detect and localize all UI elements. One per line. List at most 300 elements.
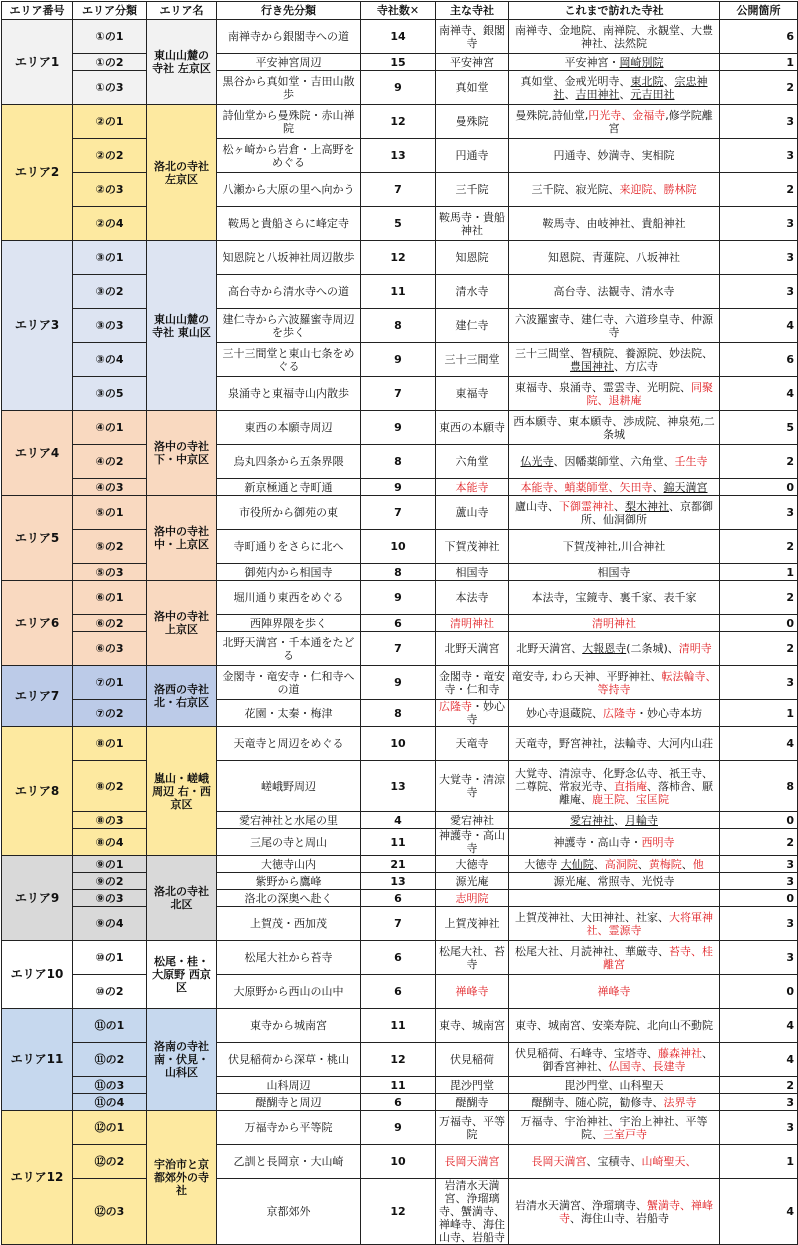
sub-area-cell: ⑤の3 [73, 564, 147, 581]
text-run: 苔寺、桂離宮 [603, 944, 713, 971]
main-temples-cell [436, 1179, 509, 1245]
text-run: 愛宕神社 [570, 813, 614, 827]
text-run: 錦天満宮 [663, 480, 708, 494]
sub-area-cell: ⑪の2 [73, 1043, 147, 1077]
text-run: 万福寺、宇治神社、宇治上神社、平等院、 [520, 1114, 708, 1141]
visited-temples-cell [509, 1077, 720, 1094]
main-temples-cell [436, 20, 509, 54]
main-temples-cell [436, 581, 509, 615]
text-run: 、京都御所、仙洞御所 [581, 499, 713, 526]
text-run: 廬山寺、 [515, 499, 559, 513]
destination-cell: 寺町通りをさらに北へ [217, 530, 361, 564]
destination-cell: 紫野から鷹峰 [217, 873, 361, 890]
sub-area-cell: ⑨の2 [73, 873, 147, 890]
public-count-cell: 4 [720, 1009, 798, 1043]
count-cell: 4 [361, 812, 436, 829]
public-count-cell: 3 [720, 496, 798, 530]
text-run: 藤森神社 [658, 1046, 702, 1060]
table-row [2, 1111, 798, 1145]
text-run: 毘沙門堂 [450, 1078, 494, 1092]
text-run: 同聚院、退耕庵 [586, 380, 713, 407]
sub-area-cell: ④の2 [73, 445, 147, 479]
text-run: 東西の本願寺 [439, 421, 505, 434]
text-run: 知恩院 [455, 251, 489, 264]
main-temples-cell [436, 1077, 509, 1094]
text-run: 大徳寺 [524, 857, 561, 871]
text-run: 山崎聖天、 [641, 1155, 697, 1168]
sub-area-cell: ⑤の1 [73, 496, 147, 530]
count-cell: 8 [361, 445, 436, 479]
public-count-cell: 8 [720, 761, 798, 812]
table-row [2, 275, 798, 309]
area-category-cell: 東山山麓の寺社 左京区 [147, 20, 217, 105]
count-cell: 5 [361, 207, 436, 241]
public-count-cell: 3 [720, 1094, 798, 1111]
visited-temples-cell [509, 812, 720, 829]
public-count-cell: 4 [720, 727, 798, 761]
text-run: 南禅寺、金地院、南禅院、永観堂、大豊神社、法然院 [515, 23, 713, 50]
visited-temples-cell [509, 1094, 720, 1111]
text-run: 大覚寺・清涼寺 [439, 773, 505, 799]
destination-cell: 乙訓と長岡京・大山崎 [217, 1145, 361, 1179]
visited-temples-cell [509, 20, 720, 54]
text-run: 法界寺 [663, 1095, 697, 1109]
area-label-cell: エリア12 [2, 1111, 73, 1245]
public-count-cell: 3 [720, 666, 798, 700]
public-count-cell: 2 [720, 445, 798, 479]
area-label-cell: エリア4 [2, 411, 73, 496]
table-row [2, 241, 798, 275]
count-cell: 11 [361, 1009, 436, 1043]
table-row [2, 632, 798, 666]
count-cell: 15 [361, 54, 436, 71]
visited-temples-cell [509, 309, 720, 343]
text-run: 醍醐寺、随心院，勧修寺、 [531, 1095, 664, 1109]
public-count-cell: 3 [720, 856, 798, 873]
count-cell: 9 [361, 411, 436, 445]
area-label-cell: エリア1 [2, 20, 73, 105]
main-temples-cell [436, 666, 509, 700]
text-run: 真如堂、金戒光明寺、 [520, 74, 631, 88]
text-run: 本能寺、蛸薬師堂、矢田寺 [520, 480, 653, 494]
visited-temples-cell [509, 615, 720, 632]
table-row [2, 139, 798, 173]
text-run: 南禅寺、銀閣寺 [439, 23, 505, 50]
main-temples-cell [436, 975, 509, 1009]
count-cell: 7 [361, 173, 436, 207]
main-temples-cell [436, 812, 509, 829]
destination-cell: 堀川通り東西をめぐる [217, 581, 361, 615]
text-run: 平安神宮・ [564, 55, 620, 69]
sub-area-cell: ⑧の1 [73, 727, 147, 761]
public-count-cell: 0 [720, 615, 798, 632]
text-run: 東福寺 [455, 387, 489, 400]
sub-area-cell: ③の1 [73, 241, 147, 275]
area-label-cell: エリア11 [2, 1009, 73, 1111]
count-cell: 6 [361, 890, 436, 907]
area-label-cell: エリア5 [2, 496, 73, 581]
text-run: 、 [564, 87, 576, 101]
text-run: 元吉田社 [630, 87, 675, 101]
table-row [2, 173, 798, 207]
destination-cell: 洛北の深奥へ赴く [217, 890, 361, 907]
sub-area-cell: ⑪の1 [73, 1009, 147, 1043]
area-category-cell: 洛北の寺社 左京区 [147, 105, 217, 241]
visited-temples-cell [509, 496, 720, 530]
sub-area-cell: ⑪の3 [73, 1077, 147, 1094]
text-run: 岩清水天満宮、浄瑠璃寺、蟹満寺、禅峰寺、海住山寺、岩船寺 [439, 1179, 505, 1244]
destination-cell: 上賀茂・西加茂 [217, 907, 361, 941]
text-run: 宗忠神社 [553, 74, 708, 101]
count-cell: 8 [361, 309, 436, 343]
table-row [2, 411, 798, 445]
destination-cell: 新京極通と寺町通 [217, 479, 361, 496]
area-category-cell: 洛中の寺社 中・上京区 [147, 496, 217, 581]
table-row [2, 666, 798, 700]
main-temples-cell [436, 207, 509, 241]
table-row [2, 1094, 798, 1111]
text-run: 毘沙門堂、山科聖天 [564, 1078, 664, 1092]
main-temples-cell [436, 856, 509, 873]
text-run: 伏見稲荷、石峰寺、宝塔寺、 [515, 1046, 658, 1060]
table-row [2, 1043, 798, 1077]
text-run: 、 [619, 87, 631, 101]
table-row [2, 829, 798, 856]
count-cell: 7 [361, 377, 436, 411]
text-run: 東北院 [630, 74, 664, 88]
text-run: 真如堂 [455, 81, 489, 94]
text-run: 上賀茂神社 [444, 917, 500, 930]
text-run: 東寺、城南宮、安楽寿院、北向山不動院 [515, 1019, 713, 1032]
sub-area-cell: ①の2 [73, 54, 147, 71]
count-cell: 11 [361, 1077, 436, 1094]
destination-cell: 南禅寺から銀閣寺への道 [217, 20, 361, 54]
text-run: 大徳寺 [455, 857, 489, 871]
visited-temples-cell [509, 530, 720, 564]
text-run: 清水寺 [455, 285, 489, 298]
table-row [2, 615, 798, 632]
text-run: 相国寺 [455, 565, 489, 579]
public-count-cell: 2 [720, 173, 798, 207]
public-count-cell: 4 [720, 309, 798, 343]
table-row [2, 1077, 798, 1094]
destination-cell: 醍醐寺と周辺 [217, 1094, 361, 1111]
public-count-cell: 2 [720, 1077, 798, 1094]
table-row [2, 975, 798, 1009]
text-run: 壬生寺 [674, 455, 708, 468]
table-row [2, 700, 798, 727]
destination-cell: 嵯峨野周辺 [217, 761, 361, 812]
sub-area-cell: ⑦の1 [73, 666, 147, 700]
public-count-cell: 1 [720, 1145, 798, 1179]
count-cell: 9 [361, 581, 436, 615]
area-label-cell: エリア10 [2, 941, 73, 1009]
text-run: 清明神社 [450, 616, 494, 630]
count-cell: 13 [361, 761, 436, 812]
destination-cell: 京都郊外 [217, 1179, 361, 1245]
count-cell: 12 [361, 1179, 436, 1245]
table-row [2, 1145, 798, 1179]
area-label-cell: エリア9 [2, 856, 73, 941]
area-label-cell: エリア2 [2, 105, 73, 241]
text-run: 広隆寺 [439, 700, 472, 713]
text-run: ,修学院離宮 [608, 108, 713, 135]
visited-temples-cell [509, 873, 720, 890]
text-run: 大報恩寺 [582, 642, 627, 655]
text-run: 六角堂 [455, 455, 489, 468]
destination-cell: 市役所から御苑の東 [217, 496, 361, 530]
text-run: 大覚寺、清涼寺、化野念仏寺、祇王寺、二尊院、常寂光寺、 [515, 766, 713, 793]
count-cell: 7 [361, 496, 436, 530]
public-count-cell: 3 [720, 275, 798, 309]
public-count-cell: 4 [720, 1043, 798, 1077]
destination-cell: 八瀬から大原の里へ向かう [217, 173, 361, 207]
text-run: 鞍馬寺、由岐神社、貴船神社 [542, 217, 686, 230]
text-run: 岡崎別院 [619, 55, 664, 69]
table-row [2, 856, 798, 873]
text-run: ・妙心寺本坊 [636, 706, 702, 720]
text-run: 三室戸寺 [603, 1127, 647, 1141]
table-row [2, 71, 798, 105]
text-run: 北野天満宮、 [516, 642, 583, 655]
public-count-cell: 3 [720, 941, 798, 975]
table-row [2, 445, 798, 479]
sub-area-cell: ③の3 [73, 309, 147, 343]
table-row [2, 479, 798, 496]
destination-cell: 御苑内から相国寺 [217, 564, 361, 581]
public-count-cell: 0 [720, 890, 798, 907]
text-run: 本能寺 [455, 480, 489, 494]
public-count-cell: 0 [720, 479, 798, 496]
visited-temples-cell [509, 1111, 720, 1145]
text-run: 円通寺 [455, 149, 489, 162]
count-cell: 6 [361, 615, 436, 632]
main-temples-cell [436, 615, 509, 632]
text-run: 禅峰寺 [597, 985, 631, 998]
table-row [2, 54, 798, 71]
text-run: 松尾大社、苔寺 [439, 944, 505, 971]
text-run: 円通寺、妙満寺、実相院 [553, 149, 675, 162]
public-count-cell: 3 [720, 873, 798, 890]
text-run: 神護寺・高山寺 [439, 829, 505, 855]
text-run: 東寺、城南宮 [439, 1019, 505, 1032]
header-public-count: 公開箇所 [720, 2, 798, 20]
public-count-cell: 2 [720, 632, 798, 666]
visited-temples-cell [509, 105, 720, 139]
sub-area-cell: ⑫の3 [73, 1179, 147, 1245]
text-run: 月輪寺 [625, 813, 658, 827]
main-temples-cell [436, 700, 509, 727]
sub-area-cell: ④の3 [73, 479, 147, 496]
main-temples-cell [436, 1094, 509, 1111]
table-row [2, 1179, 798, 1245]
text-run: 、因幡薬師堂、六角堂、 [553, 455, 675, 468]
main-temples-cell [436, 479, 509, 496]
text-run: 、落柿舎、厭離庵、 [559, 779, 713, 806]
text-run: 蟹満寺、禅峰寺 [559, 1198, 713, 1225]
area-category-cell: 嵐山・嵯峨周辺 右・西京区 [147, 727, 217, 856]
text-run: 曼殊院,詩仙堂, [515, 108, 589, 122]
public-count-cell: 2 [720, 530, 798, 564]
sub-area-cell: ⑩の2 [73, 975, 147, 1009]
text-run: 、方広寺 [614, 359, 658, 373]
sub-area-cell: ④の1 [73, 411, 147, 445]
sub-area-cell: ③の5 [73, 377, 147, 411]
destination-cell: 詩仙堂から曼殊院・赤山禅院 [217, 105, 361, 139]
main-temples-cell [436, 761, 509, 812]
destination-cell: 平安神宮周辺 [217, 54, 361, 71]
text-run: 曼殊院 [455, 115, 489, 128]
count-cell: 9 [361, 1111, 436, 1145]
main-temples-cell [436, 139, 509, 173]
table-row [2, 105, 798, 139]
table-row [2, 873, 798, 890]
text-run: 、海住山寺、岩船寺 [570, 1211, 669, 1225]
count-cell: 12 [361, 241, 436, 275]
text-run: 本法寺，宝鏡寺、裏千家、表千家 [531, 591, 697, 604]
table-row [2, 530, 798, 564]
header-temple-count: 寺社数✕ [361, 2, 436, 20]
count-cell: 13 [361, 139, 436, 173]
main-temples-cell [436, 377, 509, 411]
table-row [2, 890, 798, 907]
text-run: 仏光寺 [520, 455, 554, 468]
text-run: 万福寺、平等院 [439, 1114, 505, 1141]
sub-area-cell: ⑩の1 [73, 941, 147, 975]
text-run: 清明神社 [592, 616, 636, 630]
public-count-cell: 3 [720, 241, 798, 275]
public-count-cell: 1 [720, 700, 798, 727]
text-run: 吉田神社 [575, 87, 620, 101]
text-run: 、 [614, 813, 625, 827]
text-run: 高台寺、法観寺、清水寺 [553, 285, 675, 298]
destination-cell: 万福寺から平等院 [217, 1111, 361, 1145]
text-run: 、 [614, 499, 625, 513]
count-cell: 21 [361, 856, 436, 873]
count-cell: 13 [361, 873, 436, 890]
count-cell: 9 [361, 479, 436, 496]
text-run: 転法輪寺、等持寺 [597, 669, 717, 696]
destination-cell: 花園・太秦・梅津 [217, 700, 361, 727]
main-temples-cell [436, 890, 509, 907]
area-category-cell: 松尾・桂・大原野 西京区 [147, 941, 217, 1009]
main-temples-cell [436, 829, 509, 856]
main-temples-cell [436, 71, 509, 105]
area-label-cell: エリア8 [2, 727, 73, 856]
sub-area-cell: ⑧の2 [73, 761, 147, 812]
sub-area-cell: ②の3 [73, 173, 147, 207]
text-run: 天竜寺 [455, 737, 489, 750]
text-run: 伏見稲荷 [450, 1053, 494, 1066]
table-row [2, 496, 798, 530]
text-run: 鹿王院、宝匡院 [592, 792, 669, 806]
text-run: 建仁寺 [455, 319, 489, 332]
visited-temples-cell [509, 727, 720, 761]
public-count-cell: 6 [720, 343, 798, 377]
text-run: 、御香宮神社、 [542, 1046, 713, 1073]
header-area-name: エリア名 [147, 2, 217, 20]
table-row [2, 377, 798, 411]
destination-cell: 高台寺から清水寺への道 [217, 275, 361, 309]
area-label-cell: エリア3 [2, 241, 73, 411]
destination-cell: 泉涌寺と東福寺山内散歩 [217, 377, 361, 411]
sub-area-cell: ②の1 [73, 105, 147, 139]
visited-temples-cell [509, 1179, 720, 1245]
count-cell: 14 [361, 20, 436, 54]
main-temples-cell [436, 496, 509, 530]
text-run: 東福寺、泉涌寺、霊雲寺、光明院、 [515, 380, 691, 394]
text-run: 醍醐寺 [455, 1095, 489, 1109]
sub-area-cell: ⑦の2 [73, 700, 147, 727]
visited-temples-cell [509, 890, 720, 907]
area-category-cell: 洛南の寺社 南・伏見・山科区 [147, 1009, 217, 1111]
text-run: 愛宕神社 [450, 813, 494, 827]
text-run: 岩清水天満宮、浄瑠璃寺、 [515, 1198, 647, 1212]
destination-cell: 愛宕神社と水尾の里 [217, 812, 361, 829]
count-cell: 10 [361, 1145, 436, 1179]
text-run: 北野天満宮 [444, 642, 500, 655]
destination-cell: 東西の本願寺周辺 [217, 411, 361, 445]
header-destination: 行き先分類 [217, 2, 361, 20]
public-count-cell: 3 [720, 1111, 798, 1145]
sub-area-cell: ⑫の2 [73, 1145, 147, 1179]
visited-temples-cell [509, 1145, 720, 1179]
text-run: 大仙院 [560, 857, 594, 871]
destination-cell: 知恩院と八坂神社周辺散歩 [217, 241, 361, 275]
destination-cell: 大原野から西山の山中 [217, 975, 361, 1009]
area-label-cell: エリア6 [2, 581, 73, 666]
destination-cell: 東寺から城南宮 [217, 1009, 361, 1043]
table-row [2, 727, 798, 761]
destination-cell: 北野天満宮・千本通をたどる [217, 632, 361, 666]
area-category-cell: 洛西の寺社 北・右京区 [147, 666, 217, 727]
destination-cell: 建仁寺から六波羅蜜寺周辺を歩く [217, 309, 361, 343]
count-cell: 7 [361, 907, 436, 941]
text-run: ・妙心寺 [466, 700, 505, 726]
text-run: 竜安寺, わら天神、平野神社、 [511, 669, 662, 683]
public-count-cell: 2 [720, 829, 798, 856]
main-temples-cell [436, 1111, 509, 1145]
public-count-cell: 4 [720, 1179, 798, 1245]
visited-temples-cell [509, 581, 720, 615]
text-run: 清明寺 [678, 642, 712, 655]
sub-area-cell: ①の3 [73, 71, 147, 105]
public-count-cell: 3 [720, 907, 798, 941]
sub-area-cell: ②の4 [73, 207, 147, 241]
public-count-cell: 0 [720, 812, 798, 829]
text-run: 知恩院、青蓮院、八坂神社 [548, 251, 680, 264]
count-cell: 6 [361, 1094, 436, 1111]
public-count-cell: 6 [720, 20, 798, 54]
destination-cell: 鞍馬と貴船さらに峰定寺 [217, 207, 361, 241]
text-run: 円光寺、金福寺 [588, 108, 666, 122]
main-temples-cell [436, 873, 509, 890]
text-run: 松尾大社、月読神社、華厳寺、 [515, 944, 669, 958]
destination-cell: 山科周辺 [217, 1077, 361, 1094]
destination-cell: 三十三間堂と東山七条をめぐる [217, 343, 361, 377]
table-row [2, 309, 798, 343]
sub-area-cell: ⑤の2 [73, 530, 147, 564]
text-run: 、 [652, 480, 664, 494]
visited-temples-cell [509, 564, 720, 581]
visited-temples-cell [509, 941, 720, 975]
visited-temples-cell [509, 207, 720, 241]
sub-area-cell: ③の4 [73, 343, 147, 377]
main-temples-cell [436, 309, 509, 343]
header-main-temples: 主な寺社 [436, 2, 509, 20]
text-run: 仏国寺、長建寺 [608, 1059, 686, 1073]
text-run: 下賀茂神社,川合神社 [562, 540, 666, 553]
